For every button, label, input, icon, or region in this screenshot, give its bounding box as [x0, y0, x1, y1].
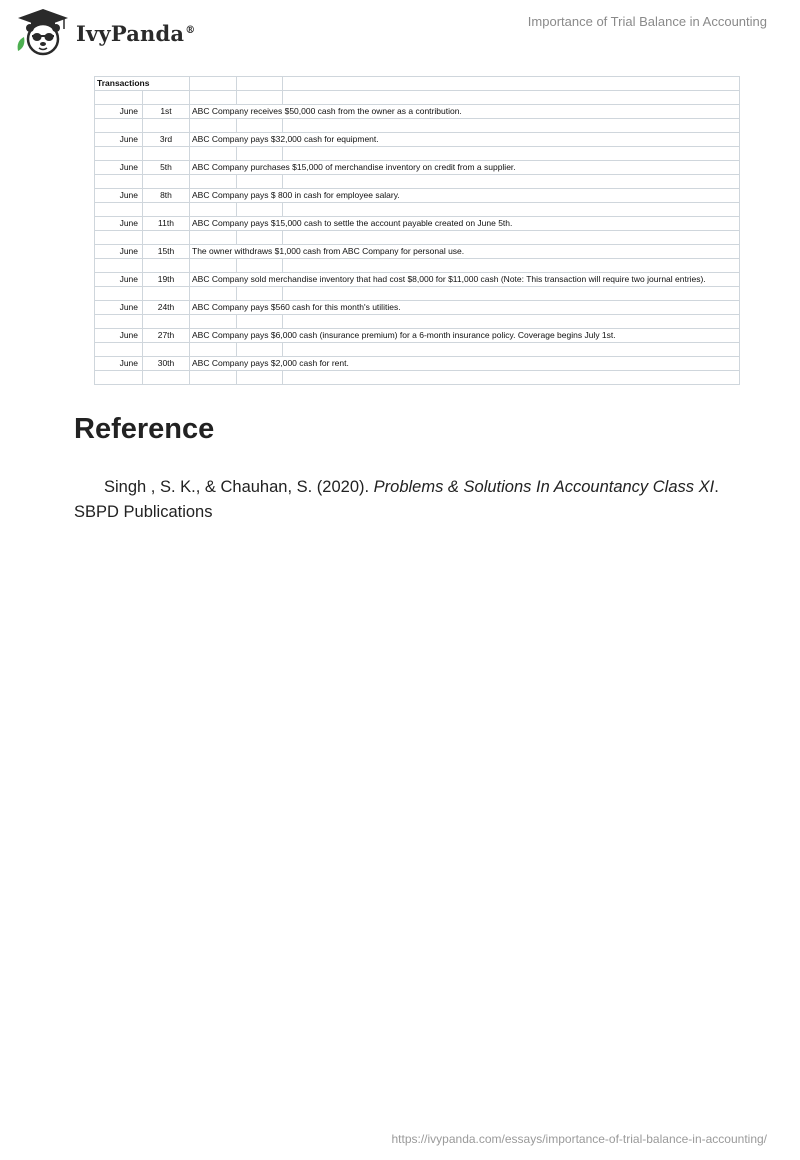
transaction-month: June [95, 189, 143, 203]
transaction-month: June [95, 105, 143, 119]
transaction-description: ABC Company pays $6,000 cash (insurance premium) for a 6-month insurance policy. Coverage begins July 1st. [190, 329, 740, 343]
transaction-description: ABC Company purchases $15,000 of merchandise inventory on credit from a supplier. [190, 161, 740, 175]
transaction-description: ABC Company pays $32,000 cash for equipment. [190, 133, 740, 147]
table-title-row [95, 77, 740, 91]
panda-graduate-icon [12, 7, 74, 57]
transaction-description: ABC Company pays $ 800 in cash for employee salary. [190, 189, 740, 203]
table-row [95, 301, 740, 315]
spacer-row [95, 287, 740, 301]
transaction-day: 8th [143, 189, 190, 203]
transaction-day: 1st [143, 105, 190, 119]
transaction-day: 5th [143, 161, 190, 175]
citation-book-title: Problems & Solutions In Accountancy Class XI [373, 478, 715, 496]
spacer-row [95, 231, 740, 245]
table-row [95, 189, 740, 203]
ivypanda-logo[interactable] [12, 7, 195, 57]
transaction-day: 19th [143, 273, 190, 287]
transaction-month: June [95, 301, 143, 315]
transaction-month: June [95, 357, 143, 371]
spacer-row [95, 203, 740, 217]
spacer-row [95, 315, 740, 329]
transaction-description: ABC Company pays $15,000 cash to settle the account payable created on June 5th. [190, 217, 740, 231]
table-row [95, 105, 740, 119]
transaction-day: 27th [143, 329, 190, 343]
reference-citation [74, 475, 734, 525]
table-row [95, 329, 740, 343]
transaction-month: June [95, 161, 143, 175]
table-row [95, 273, 740, 287]
transaction-description: The owner withdraws $1,000 cash from ABC Company for personal use. [190, 245, 740, 259]
transaction-day: 11th [143, 217, 190, 231]
table-title: Transactions [95, 77, 190, 91]
spacer-row [95, 343, 740, 357]
transaction-month: June [95, 217, 143, 231]
transaction-description: ABC Company pays $2,000 cash for rent. [190, 357, 740, 371]
transaction-month: June [95, 133, 143, 147]
spacer-row [95, 119, 740, 133]
spacer-row [95, 91, 740, 105]
transaction-month: June [95, 245, 143, 259]
transactions-table [94, 76, 739, 385]
transaction-day: 30th [143, 357, 190, 371]
transaction-day: 24th [143, 301, 190, 315]
transaction-description: ABC Company sold merchandise inventory that had cost $8,000 for $11,000 cash (Note: This transaction will require two journal entries). [190, 273, 740, 287]
transaction-day: 15th [143, 245, 190, 259]
document-title: Importance of Trial Balance in Accounting [527, 14, 767, 29]
table-row [95, 357, 740, 371]
brand-name: IvyPanda® [76, 20, 196, 46]
reference-heading: Reference [74, 413, 215, 445]
spacer-row [95, 259, 740, 273]
transaction-month: June [95, 329, 143, 343]
table-row [95, 133, 740, 147]
source-url-link[interactable]: https://ivypanda.com/essays/importance-of-trial-balance-in-accounting/ [391, 1132, 767, 1146]
table-row [95, 245, 740, 259]
table-row [95, 217, 740, 231]
table-row [95, 161, 740, 175]
transaction-description: ABC Company receives $50,000 cash from the owner as a contribution. [190, 105, 740, 119]
spacer-row [95, 175, 740, 189]
spacer-row [95, 371, 740, 385]
transaction-day: 3rd [143, 133, 190, 147]
transaction-month: June [95, 273, 143, 287]
citation-publisher: . SBPD Publications [74, 478, 719, 521]
spacer-row [95, 147, 740, 161]
transaction-description: ABC Company pays $560 cash for this month's utilities. [190, 301, 740, 315]
citation-authors: Singh , S. K., & Chauhan, S. (2020). [104, 478, 374, 496]
